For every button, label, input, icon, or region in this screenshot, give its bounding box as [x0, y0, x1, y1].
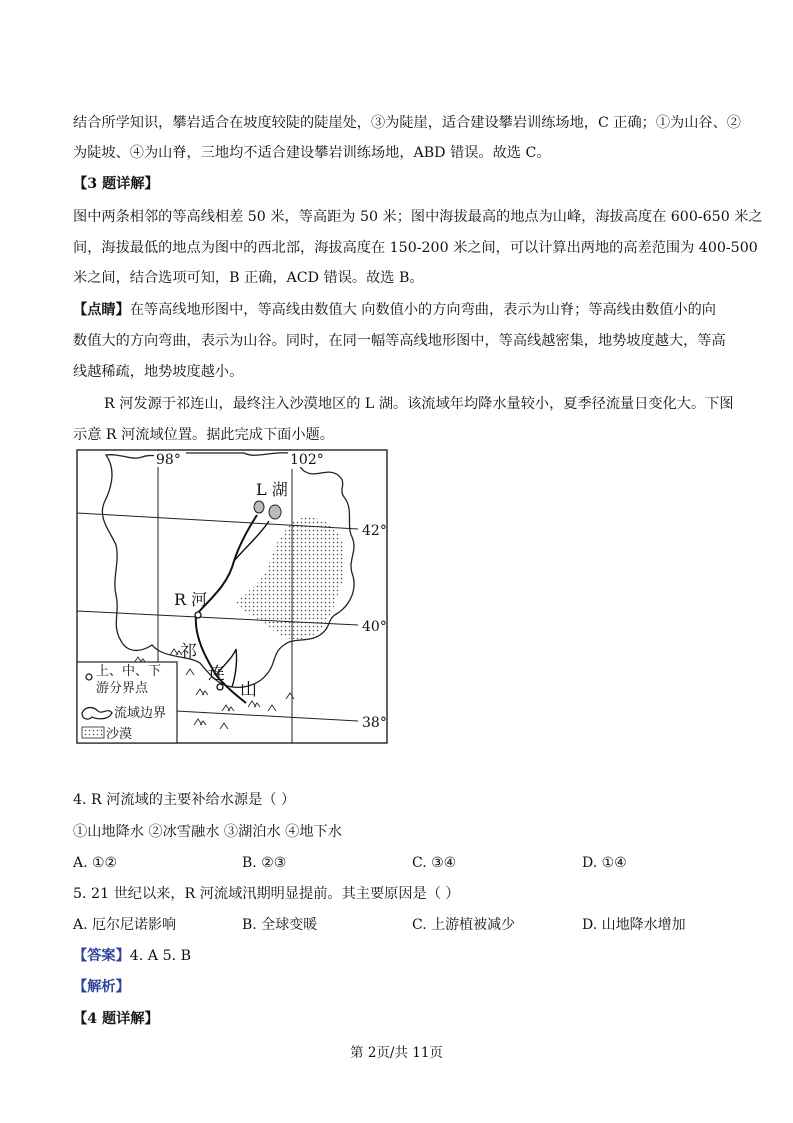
q4-option-b: B. ②③: [242, 855, 287, 871]
question-4-stem: 4. R 河流域的主要补给水源是（ ）: [73, 792, 296, 808]
legend-boundary-label: 流域边界: [114, 706, 167, 721]
lake-west: [254, 501, 264, 513]
question-5-stem: 5. 21 世纪以来，R 河流域汛期明显提前。其主要原因是（ ）: [73, 886, 460, 902]
label-lon-102: 102°: [290, 452, 324, 468]
label-lat-38: 38°: [362, 715, 387, 731]
text-line: 示意 R 河流域位置。据此完成下面小题。: [73, 427, 334, 443]
legend-point-symbol: [86, 674, 92, 680]
label-qilian-2: 连: [208, 664, 225, 684]
legend-desert-label: 沙漠: [106, 727, 133, 742]
answer-text: 4. A 5. B: [129, 948, 192, 964]
legend-desert-symbol: [82, 727, 104, 738]
answer-label: 【答案】: [73, 948, 130, 964]
analysis-heading: 【解析】: [73, 979, 130, 995]
section-heading-4: 【4 题详解】: [73, 1011, 159, 1027]
label-lon-98: 98°: [156, 452, 181, 468]
text-line: 为陡坡、④为山脊，三地均不适合建设攀岩训练场地，ABD 错误。故选 C。: [73, 145, 551, 161]
q4-option-c: C. ③④: [412, 855, 457, 871]
q4-option-d: D. ①④: [582, 855, 627, 871]
tip-line: [73, 300, 716, 320]
label-lat-42: 42°: [362, 523, 387, 539]
legend-point-label-1: 上、中、下: [96, 664, 162, 679]
page-footer: 第 2页/共 11页: [350, 1045, 443, 1061]
text-line: 线越稀疏，地势坡度越小。: [73, 364, 244, 380]
division-point-middle: [195, 612, 201, 618]
tip-label: 【点睛】: [73, 302, 130, 318]
label-lat-40: 40°: [362, 619, 387, 635]
label-qilian-3: 山: [240, 680, 257, 700]
text-line: 间，海拔最低的地点为图中的西北部，海拔高度在 150-200 米之间，可以计算出两地的高差范围为 400-500: [73, 240, 758, 256]
question-4-items: ①山地降水 ②冰雪融水 ③湖泊水 ④地下水: [73, 824, 342, 840]
q4-option-a: A. ①②: [73, 855, 118, 871]
text-line: R 河发源于祁连山，最终注入沙漠地区的 L 湖。该流域年均降水量较小，夏季径流量日变化大。下图: [104, 396, 734, 412]
q5-option-c: C. 上游植被减少: [412, 917, 516, 933]
legend-point-label-2: 游分界点: [96, 681, 149, 696]
lake-east: [269, 505, 281, 519]
label-l-lake: L 湖: [256, 480, 288, 499]
answer-line: [73, 946, 191, 966]
text-line: 米之间，结合选项可知，B 正确，ACD 错误。故选 B。: [73, 270, 424, 286]
tip-text: 在等高线地形图中，等高线由数值大 向数值小的方向弯曲，表示为山脊；等高线由数值小的向: [129, 302, 716, 318]
q5-option-b: B. 全球变暖: [242, 917, 318, 933]
division-point-upper: [217, 684, 223, 690]
text-line: 图中两条相邻的等高线相差 50 米，等高距为 50 米；图中海拔最高的地点为山峰，海拔高度在 600-650 米之: [73, 209, 763, 225]
text-line: 结合所学知识，攀岩适合在坡度较陡的陡崖处，③为陡崖，适合建设攀岩训练场地，C 正确；①为山谷、②: [73, 115, 741, 131]
section-heading: 【3 题详解】: [73, 176, 159, 192]
label-qilian-1: 祁: [180, 642, 197, 662]
q5-option-d: D. 山地降水增加: [582, 917, 686, 933]
label-r-river: R 河: [174, 590, 208, 609]
r-river-basin-map: [76, 449, 388, 745]
q5-option-a: A. 厄尔尼诺影响: [73, 917, 177, 933]
text-line: 数值大的方向弯曲，表示为山谷。同时，在同一幅等高线地形图中，等高线越密集，地势坡度越大，等高: [73, 333, 726, 349]
